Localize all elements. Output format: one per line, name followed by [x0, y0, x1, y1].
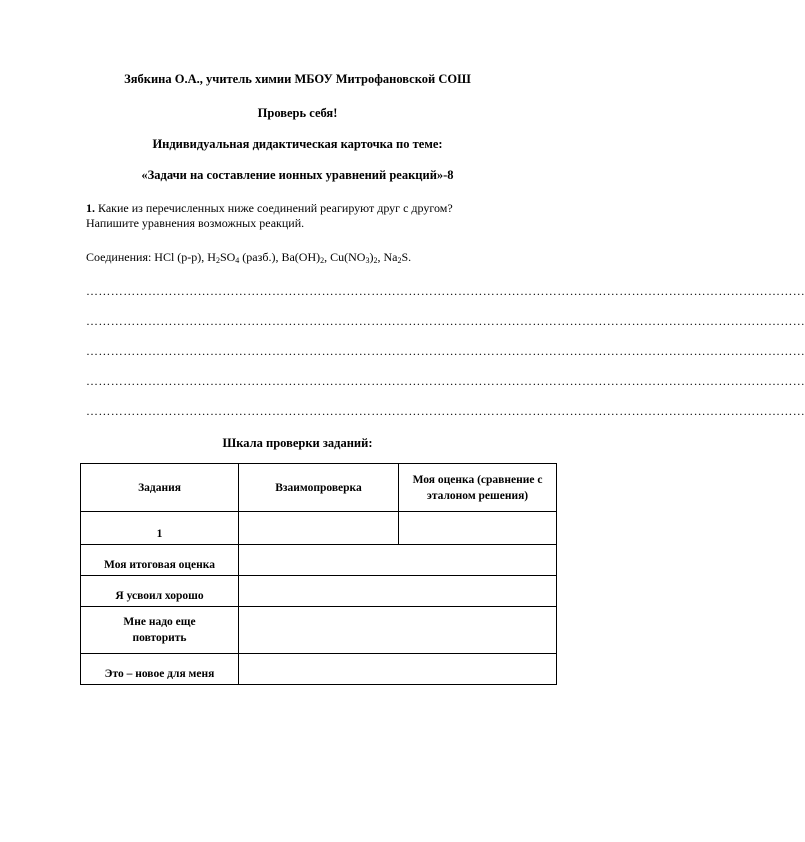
- answer-line-5[interactable]: …………………………………………………………………………………………………………………………………………………………: [86, 404, 805, 418]
- answer-line-1[interactable]: …………………………………………………………………………………………………………………………………………………………: [86, 284, 805, 298]
- peer-check-cell[interactable]: [239, 512, 399, 545]
- card-subtitle: Индивидуальная дидактическая карточка по теме:: [152, 137, 443, 151]
- final-grade-cell[interactable]: [239, 545, 557, 576]
- need-repeat-cell[interactable]: [239, 607, 557, 654]
- row-learned-well: Я усвоил хорошо: [81, 576, 239, 607]
- self-grade-cell[interactable]: [399, 512, 557, 545]
- row-need-repeat: Мне надо еще повторить: [81, 607, 239, 654]
- topic-line: «Задачи на составление ионных уравнений реакций»-8: [141, 168, 454, 182]
- assessment-table: [80, 463, 557, 685]
- compounds-line: Соединения: HCl (р-р), $H_2SO_4$ (разб.), $Ba(OH)_2$, $Cu(NO_3)_2$, $Na_2S$.: [86, 250, 412, 265]
- scale-title: Шкала проверки заданий:: [222, 436, 373, 450]
- table-row: [81, 607, 557, 654]
- task-question: [86, 201, 453, 216]
- task-line-2: Напишите уравнения возможных реакций.: [86, 216, 305, 230]
- answer-line-4[interactable]: …………………………………………………………………………………………………………………………………………………………: [86, 374, 805, 388]
- task-number: 1.: [86, 201, 95, 215]
- page-title: Проверь себя!: [257, 106, 338, 120]
- new-for-me-cell[interactable]: [239, 654, 557, 685]
- task-line-1: Какие из перечисленных ниже соединений реагируют друг с другом?: [95, 201, 453, 215]
- task-number-cell: 1: [81, 512, 239, 545]
- answer-line-2[interactable]: …………………………………………………………………………………………………………………………………………………………: [86, 314, 805, 328]
- row-new-for-me: Это – новое для меня: [81, 654, 239, 685]
- answer-line-3[interactable]: …………………………………………………………………………………………………………………………………………………………: [86, 344, 805, 358]
- header-peer-check: Взаимопроверка: [239, 464, 399, 512]
- table-row: [81, 654, 557, 685]
- table-row: [81, 512, 557, 545]
- header-self-grade: Моя оценка (сравнение с эталоном решения): [399, 464, 557, 512]
- header-tasks: Задания: [81, 464, 239, 512]
- author-line: Зябкина О.А., учитель химии МБОУ Митрофановской СОШ: [124, 72, 471, 86]
- table-row: [81, 576, 557, 607]
- table-row: [81, 545, 557, 576]
- learned-well-cell[interactable]: [239, 576, 557, 607]
- row-final-grade: Моя итоговая оценка: [81, 545, 239, 576]
- table-header-row: [81, 464, 557, 512]
